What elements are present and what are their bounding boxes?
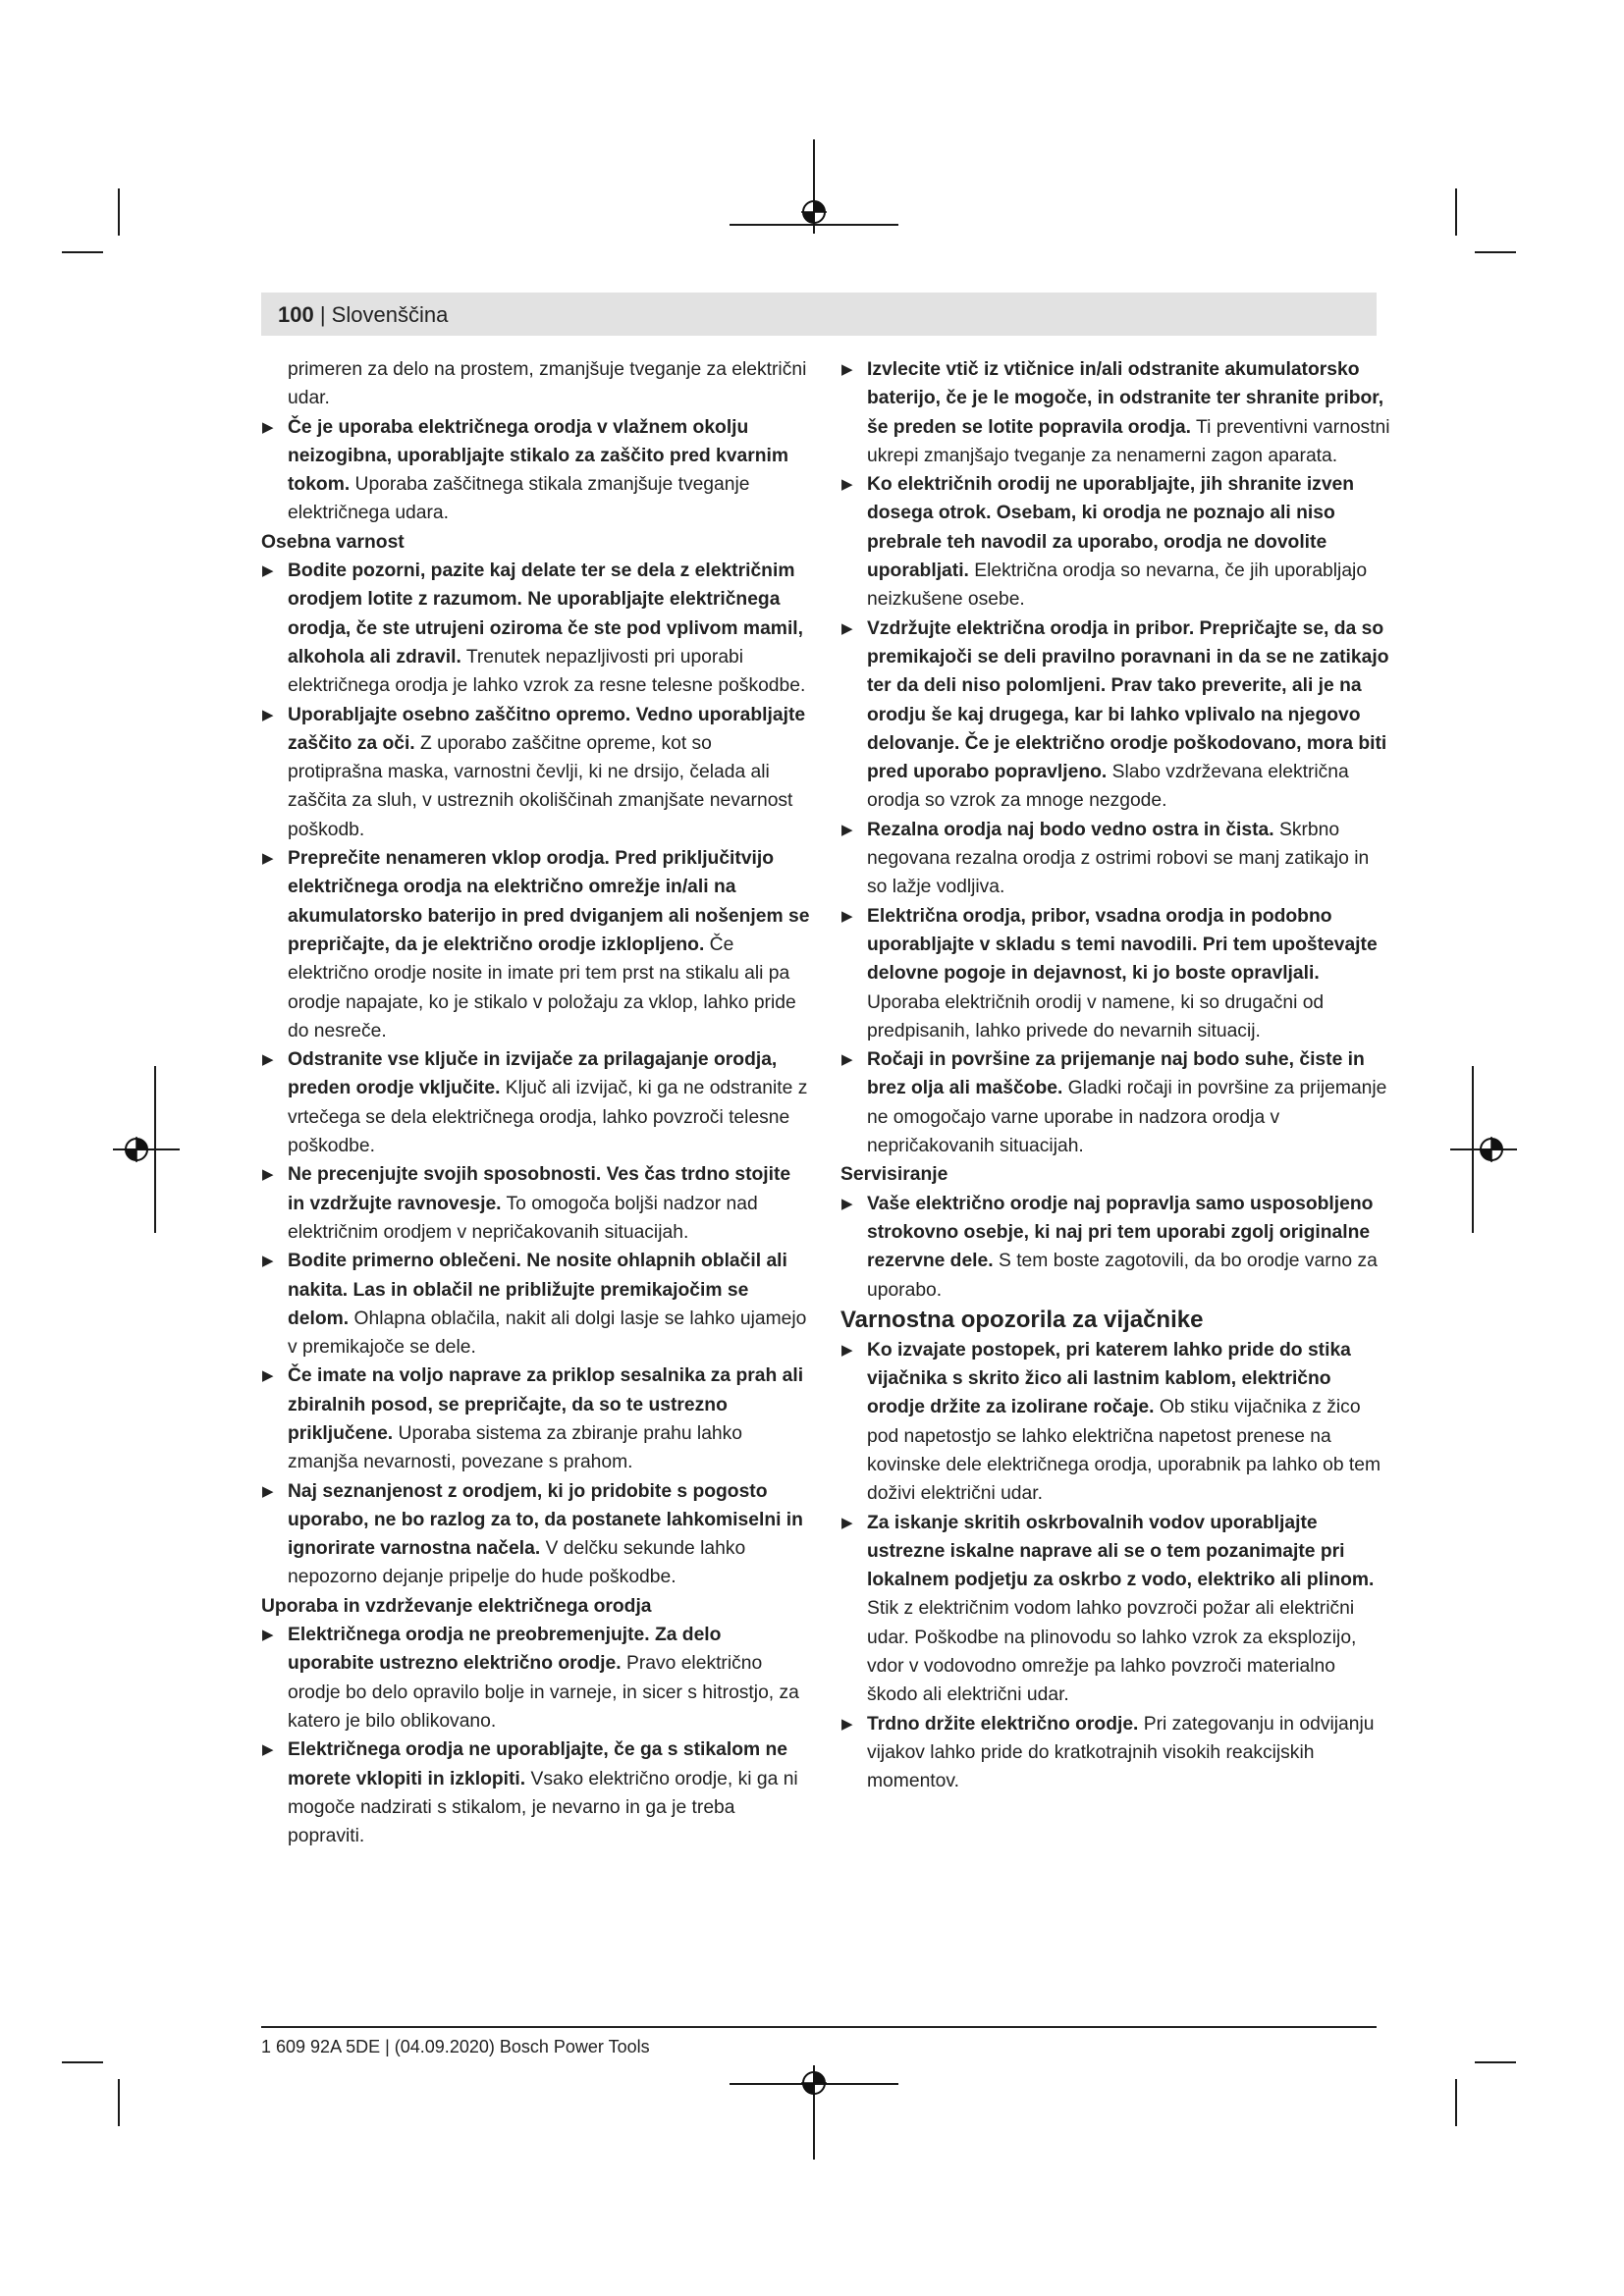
bullet-icon: ▶ — [841, 1195, 853, 1212]
section-heading-service: Servisiranje — [840, 1164, 948, 1186]
crop-mark — [62, 2061, 103, 2063]
bullet-icon: ▶ — [262, 418, 274, 436]
item-text: V delčku sekunde lahko nepozorno dejanje pripelje do hude poškodbe. — [288, 1538, 746, 1588]
bullet-icon: ▶ — [262, 706, 274, 723]
item-bold: Električnega orodja ne uporabljajte, če ga s stikalom ne morete vklopiti in izklopiti. — [288, 1739, 787, 1789]
list-item — [261, 844, 811, 1045]
bullet-icon: ▶ — [841, 821, 853, 838]
item-text: S tem boste zagotovili, da bo orodje varno za uporabo. — [867, 1251, 1378, 1301]
registration-target-icon — [801, 2070, 827, 2096]
bullet-icon: ▶ — [262, 1627, 274, 1644]
item-bold: Za iskanje skritih oskrbovalnih vodov uporabljajte ustrezne iskalne naprave ali se o tem pozanimajte pri lokalnem podjetju za oskrbo z vodo, elektriko ali plinom. — [867, 1512, 1375, 1591]
crop-mark — [118, 188, 120, 236]
list-item — [261, 1621, 811, 1735]
bullet-icon: ▶ — [262, 1482, 274, 1500]
bullet-icon: ▶ — [841, 361, 853, 378]
list-item — [261, 1477, 811, 1592]
item-text: Uporaba električnih orodij v namene, ki so drugačni od predpisanih, lahko privede do nevarnih situacij. — [867, 991, 1325, 1041]
list-item — [840, 1509, 1390, 1710]
item-text: Uporaba zaščitnega stikala zmanjšuje tveganje električnega udara. — [288, 474, 750, 524]
item-text: Pravo električno orodje bo delo opravilo bolje in varneje, in sicer s hitrostjo, za katero je bilo oblikovano. — [288, 1653, 799, 1732]
bullet-icon: ▶ — [262, 1367, 274, 1385]
header-language: Slovenščina — [331, 302, 449, 327]
list-item — [840, 355, 1390, 470]
item-text: To omogoča boljši nadzor nad električnim orodjem v nepričakovanih situacijah. — [288, 1193, 758, 1243]
crop-mark — [62, 251, 103, 253]
page-number: 100 — [278, 302, 314, 327]
bullet-icon: ▶ — [841, 1514, 853, 1531]
bullet-icon: ▶ — [262, 1741, 274, 1759]
page-header — [278, 300, 448, 330]
section-heading-personal-safety: Osebna varnost — [261, 531, 405, 553]
item-text: Pri zategovanju in odvijanju vijakov lahko pride do kratkotrajnih visokih reakcijskih momentov. — [867, 1713, 1375, 1792]
bullet-icon: ▶ — [262, 1051, 274, 1069]
footer-rule — [261, 2026, 1377, 2028]
list-item — [840, 816, 1390, 902]
section-heading-screwdriver: Varnostna opozorila za vijačnike — [840, 1306, 1204, 1333]
item-text: Uporaba sistema za zbiranje prahu lahko zmanjša nevarnosti, povezane s prahom. — [288, 1422, 742, 1473]
list-item — [840, 1710, 1390, 1796]
item-bold: Če imate na voljo naprave za priklop sesalnika za prah ali zbiralnih posod, se prepričajte, da so te ustrezno priključene. — [288, 1365, 804, 1444]
intro-continuation: primeren za delo na prostem, zmanjšuje tveganje za električni udar. — [288, 359, 807, 409]
item-text: Ohlapna oblačila, nakit ali dolgi lasje se lahko ujamejo v premikajoče se dele. — [288, 1308, 807, 1359]
item-text: Vsako električno orodje, ki ga ni mogoče nadzirati s stikalom, je nevarno in ga je treba popraviti. — [288, 1768, 798, 1847]
bullet-icon: ▶ — [841, 1341, 853, 1359]
item-text: Ključ ali izvijač, ki ga ne odstranite z vrtečega se dela električnega orodja, lahko povzroči telesne poškodbe. — [288, 1078, 808, 1157]
item-bold: Preprečite nenameren vklop orodja. Pred priključitvijo električnega orodja na električno omrežje in/ali na akumulatorsko baterijo in pred dviganjem ali nošenjem se prepričajte, da je električno orodje izklopljeno. — [288, 848, 810, 955]
list-item — [261, 1247, 811, 1362]
header-separator: | — [313, 302, 332, 327]
item-text: Ob stiku vijačnika z žico pod napetostjo se lahko električna napetost prenese na kovinske dele električnega orodja, uporabnik pa lahko ob tem doživi električni udar. — [867, 1397, 1381, 1505]
item-bold: Uporabljajte osebno zaščitno opremo. Vedno uporabljajte zaščito za oči. — [288, 704, 806, 754]
item-bold: Če je uporaba električnega orodja v vlažnem okolju neizogibna, uporabljajte stikalo za zaščito pred kvarnim tokom. — [288, 416, 789, 496]
crop-mark — [1455, 2079, 1457, 2126]
item-bold: Trdno držite električno orodje. — [867, 1713, 1139, 1735]
item-bold: Električna orodja, pribor, vsadna orodja in podobno uporabljajte v skladu s temi navodili. Pri tem upoštevajte delovne pogoje in dejavnost, ki jo boste opravljali. — [867, 905, 1378, 985]
list-item — [840, 902, 1390, 1045]
crop-mark — [1475, 251, 1516, 253]
list-item — [261, 557, 811, 700]
registration-target-icon — [801, 199, 827, 225]
item-bold: Električnega orodja ne preobremenjujte. Za delo uporabite ustrezno električno orodje. — [288, 1625, 722, 1675]
list-item — [840, 1045, 1390, 1160]
list-item — [840, 614, 1390, 816]
item-bold: Ko električnih orodij ne uporabljajte, jih shranite izven dosega otrok. Osebam, ki orodja ne poznajo ali niso prebrale teh navodil za uporabo, orodja ne dovolite uporabljati. — [867, 474, 1355, 582]
item-text: Z uporabo zaščitne opreme, kot so protiprašna maska, varnostni čevlji, ki ne drsijo, čelada ali zaščita za sluh, v ustreznih okoliščinah zmanjšate nevarnost poškodb. — [288, 732, 793, 840]
list-item — [261, 1362, 811, 1476]
bullet-icon: ▶ — [262, 850, 274, 868]
bullet-icon: ▶ — [841, 1051, 853, 1069]
list-item — [840, 1190, 1390, 1305]
bullet-icon: ▶ — [841, 476, 853, 494]
bullet-icon: ▶ — [262, 1166, 274, 1184]
item-bold: Bodite pozorni, pazite kaj delate ter se dela z električnim orodjem lotite z razumom. Ne uporabljajte električnega orodja, če ste utrujeni oziroma če ste pod vplivom mamil, alkohola ali zdravil. — [288, 561, 804, 667]
item-bold: Naj seznanjenost z orodjem, ki jo pridobite s pogosto uporabo, ne bo razlog za to, da postanete lahkomiselni in ignorirate varnostna načela. — [288, 1480, 803, 1560]
item-text: Stik z električnim vodom lahko povzroči požar ali električni udar. Poškodbe na plinovodu so lahko vzrok za eksplozijo, vdor v vodovodno omrežje pa lahko povzroči materialno škodo ali električni udar. — [867, 1598, 1357, 1706]
registration-target-icon — [1479, 1137, 1504, 1162]
crop-mark — [118, 2079, 120, 2126]
item-bold: Vaše električno orodje naj popravlja samo usposobljeno strokovno osebje, ki naj pri tem uporabi zgolj originalne rezervne dele. — [867, 1193, 1374, 1272]
item-text: Gladki ročaji in površine za prijemanje ne omogočajo varne uporabe in nadzora orodja v nepričakovanih situacijah. — [867, 1078, 1387, 1157]
bullet-icon: ▶ — [841, 619, 853, 637]
item-text: Če električno orodje nosite in imate pri tem prst na stikalu ali pa orodje napajate, ko je stikalo v položaju za vklop, lahko pride do nesreče. — [288, 934, 796, 1041]
bullet-icon: ▶ — [841, 1715, 853, 1733]
registration-target-icon — [124, 1137, 149, 1162]
page-footer: 1 609 92A 5DE | (04.09.2020) Bosch Power Tools — [261, 2037, 650, 2056]
crop-mark — [1455, 188, 1457, 236]
item-bold: Ko izvajate postopek, pri katerem lahko pride do stika vijačnika s skrito žico ali lastnim kablom, električno orodje držite za izolirane ročaje. — [867, 1339, 1351, 1418]
item-bold: Rezalna orodja naj bodo vedno ostra in čista. — [867, 819, 1274, 840]
left-column — [261, 355, 811, 1850]
item-text: Trenutek nepazljivosti pri uporabi električnega orodja je lahko vzrok za resne telesne poškodbe. — [288, 646, 806, 697]
bullet-icon: ▶ — [841, 907, 853, 925]
list-item — [261, 1045, 811, 1160]
list-item — [840, 470, 1390, 614]
right-column — [840, 355, 1390, 1796]
list-item — [261, 1735, 811, 1850]
item-bold: Bodite primerno oblečeni. Ne nosite ohlapnih oblačil ali nakita. Las in oblačil ne približujte premikajočim se delom. — [288, 1251, 787, 1329]
crop-mark — [1475, 2061, 1516, 2063]
item-bold: Ročaji in površine za prijemanje naj bodo suhe, čiste in brez olja ali maščobe. — [867, 1049, 1365, 1099]
item-text: Skrbno negovana rezalna orodja z ostrimi robovi se manj zatikajo in so lažje vodljiva. — [867, 819, 1370, 898]
list-item — [261, 701, 811, 844]
item-bold: Odstranite vse ključe in izvijače za prilagajanje orodja, preden orodje vključite. — [288, 1049, 778, 1099]
list-item — [840, 1336, 1390, 1509]
bullet-icon: ▶ — [262, 562, 274, 580]
item-bold: Ne precenjujte svojih sposobnosti. Ves čas trdno stojite in vzdržujte ravnovesje. — [288, 1164, 791, 1214]
list-item — [261, 1160, 811, 1247]
item-text: Električna orodja so nevarna, če jih uporabljajo neizkušene osebe. — [867, 561, 1368, 611]
item-bold: Vzdržujte električna orodja in pribor. Prepričajte se, da so premikajoči se deli pravilno poravnani in da se ne zatikajo ter da deli niso polomljeni. Prav tako preverite, ali je na orodju še kaj drugega, kar bi lahko vplivalo na njegovo delovanje. Če je električno orodje poškodovano, mora biti pred uporabo popravljeno. — [867, 617, 1389, 783]
item-text: Slabo vzdrževana električna orodja so vzrok za mnoge nezgode. — [867, 762, 1349, 812]
section-heading-use-care: Uporaba in vzdrževanje električnega orodja — [261, 1595, 652, 1617]
item-bold: Izvlecite vtič iz vtičnice in/ali odstranite akumulatorsko baterijo, če je le mogoče, in odstranite ter shranite pribor, še preden se lotite popravila orodja. — [867, 359, 1384, 438]
bullet-icon: ▶ — [262, 1253, 274, 1270]
list-item — [261, 413, 811, 528]
item-text: Ti preventivni varnostni ukrepi zmanjšajo tveganje za nenamerni zagon aparata. — [867, 416, 1390, 466]
